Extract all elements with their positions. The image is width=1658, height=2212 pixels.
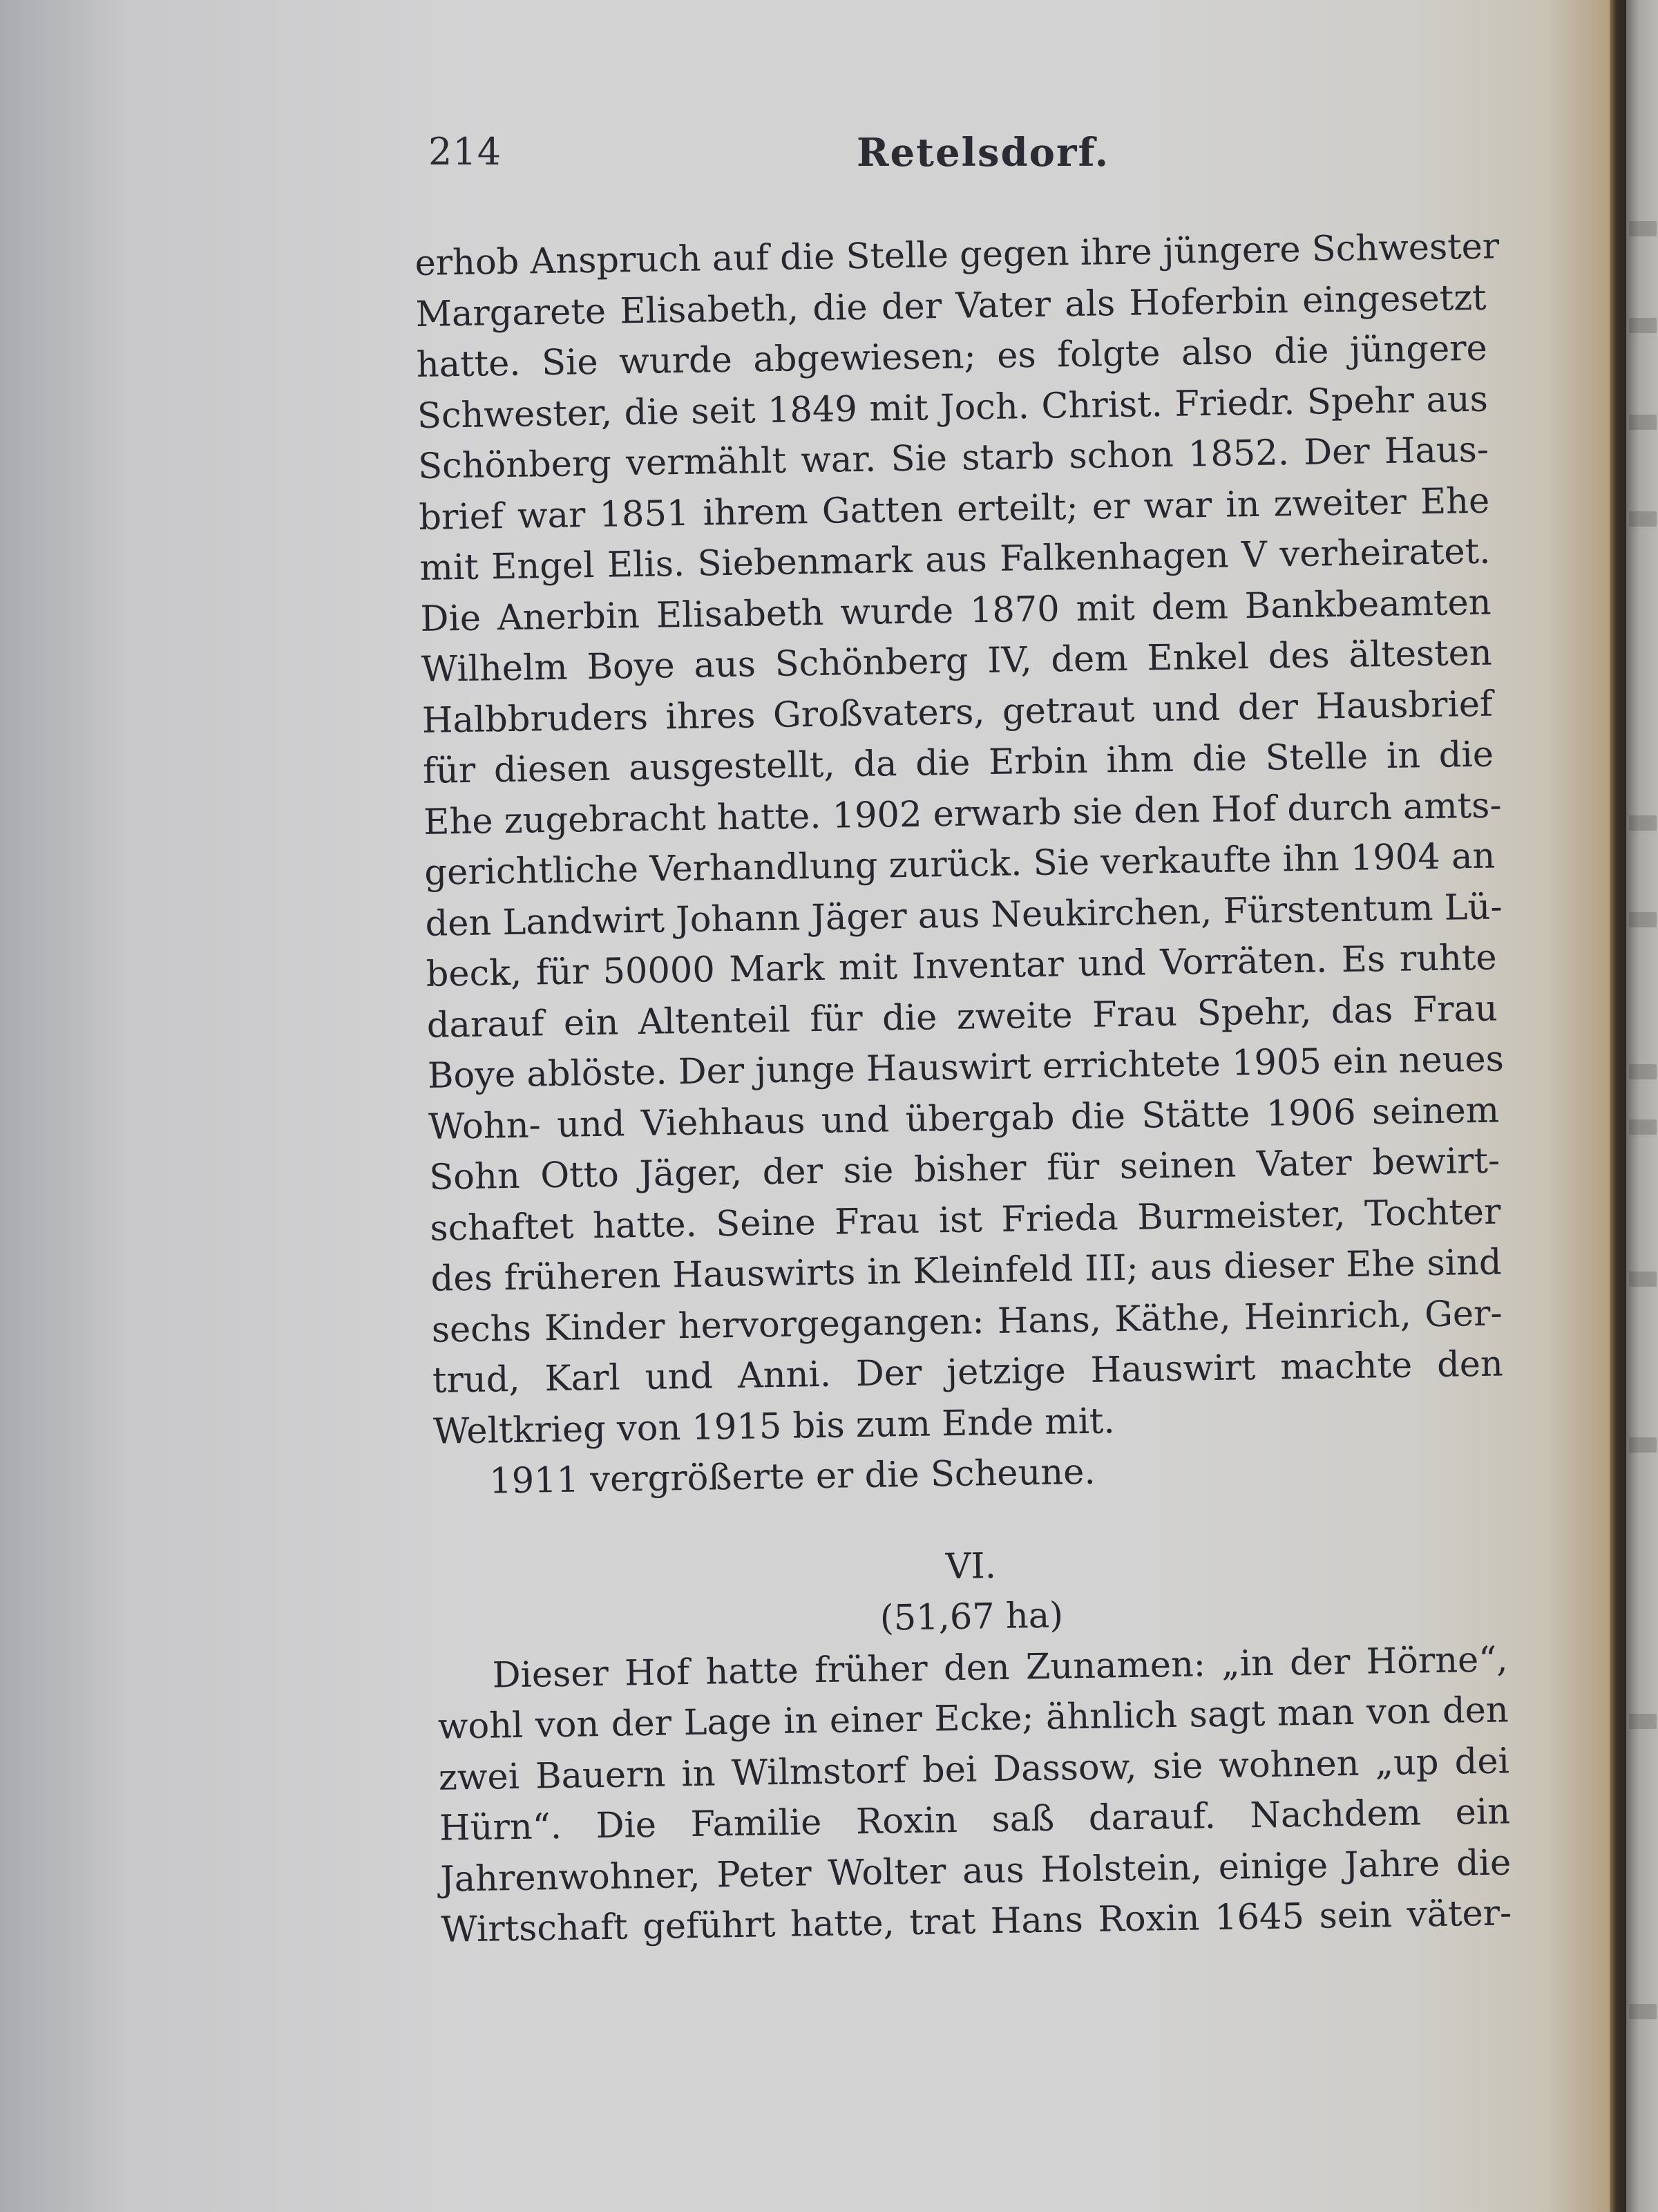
text-line: sechs Kinder hervorgegangen: Hans, Käthe, Heinrich, Ger- <box>431 1292 1503 1351</box>
text-line: Sohn Otto Jäger, der sie bisher für seinen Vater bewirt- <box>428 1140 1500 1198</box>
text-line: Wirtschaft geführt hatte, trat Hans Roxin 1645 sein väter- <box>440 1893 1512 1951</box>
text-line: Die Anerbin Elisabeth wurde 1870 mit dem Bankbeamten <box>420 582 1492 640</box>
text-line: Wilhelm Boye aus Schönberg IV, dem Enkel des ältesten <box>421 632 1493 690</box>
text-line: des früheren Hauswirts in Kleinfeld III; aus dieser Ehe sind <box>430 1242 1502 1300</box>
text-line: trud, Karl und Anni. Der jetzige Hauswirt machte den <box>432 1343 1504 1401</box>
section-area: (51,67 ha) <box>879 1595 1064 1639</box>
paragraph-3 <box>437 1634 1512 1956</box>
text-line: Ehe zugebracht hatte. 1902 erwarb sie den Hof durch amts- <box>423 784 1503 843</box>
adjacent-page-glyph <box>1629 1714 1657 1729</box>
text-line: Schwester, die seit 1849 mit Joch. Christ. Friedr. Spehr aus <box>417 379 1489 437</box>
text-line: wohl von der Lage in einer Ecke; ähnlich sagt man von den <box>437 1690 1509 1748</box>
page-number: 214 <box>428 130 502 173</box>
text-line: Hürn“. Die Familie Roxin saß darauf. Nachdem ein <box>439 1791 1511 1849</box>
text-line: darauf ein Altenteil für die zweite Frau Spehr, das Frau <box>426 988 1498 1046</box>
section-heading: VI. <box>945 1545 997 1587</box>
text-line: Boye ablöste. Der junge Hauswirt errichtete 1905 ein neues <box>427 1039 1505 1097</box>
text-line: erhob Anspruch auf die Stelle gegen ihre jüngere Schwester <box>414 226 1500 284</box>
text-line: 1911 vergrößerte er die Scheune. <box>488 1451 1096 1502</box>
adjacent-page-glyph <box>1629 1064 1657 1079</box>
running-head: Retelsdorf. <box>857 130 1110 176</box>
text-line: Halbbruders ihres Großvaters, getraut und der Hausbrief <box>421 683 1494 741</box>
text-line: mit Engel Elis. Siebenmark aus Falkenhagen V verheiratet. <box>419 531 1491 589</box>
text-line: den Landwirt Johann Jäger aus Neukirchen, Fürstentum Lü- <box>425 886 1503 945</box>
adjacent-page-glyph <box>1629 2004 1657 2019</box>
text-line: zwei Bauern in Wilmstorf bei Dassow, sie wohnen „up dei <box>438 1740 1510 1799</box>
adjacent-page-glyph <box>1629 511 1657 527</box>
adjacent-page-glyph <box>1629 815 1657 831</box>
text-line: Dieser Hof hatte früher den Zunamen: „in der Hörne“, <box>492 1638 1508 1696</box>
text-line: Schönberg vermählt war. Sie starb schon 1852. Der Haus- <box>417 429 1489 487</box>
adjacent-page-glyph <box>1629 1437 1657 1453</box>
text-line: hatte. Sie wurde abgewiesen; es folgte also die jüngere <box>416 328 1488 386</box>
adjacent-page-glyph <box>1629 1272 1657 1287</box>
adjacent-page-edge <box>1626 0 1658 2212</box>
body-text <box>414 222 1512 1956</box>
text-line: beck, für 50000 Mark mit Inventar und Vorräten. Es ruhte <box>426 937 1498 995</box>
page-header <box>428 130 1110 178</box>
text-line: Weltkrieg von 1915 bis zum Ende mit. <box>432 1400 1116 1453</box>
adjacent-page-glyph <box>1629 1119 1657 1135</box>
adjacent-page-glyph <box>1629 912 1657 927</box>
paragraph-1 <box>414 222 1505 1457</box>
text-line: für diesen ausgestellt, da die Erbin ihm die Stelle in die <box>422 734 1494 792</box>
adjacent-page-glyph <box>1629 318 1657 333</box>
text-line: schaftet hatte. Seine Frau ist Frieda Burmeister, Tochter <box>430 1191 1501 1249</box>
text-line: Jahrenwohner, Peter Wolter aus Holstein, einige Jahre die <box>439 1842 1512 1900</box>
adjacent-page-glyph <box>1629 415 1657 430</box>
book-spine-shadow <box>1610 0 1626 2212</box>
adjacent-page-glyph <box>1629 221 1657 236</box>
text-line: Margarete Elisabeth, die der Vater als Hoferbin eingesetzt <box>415 277 1487 335</box>
text-line: gerichtliche Verhandlung zurück. Sie verkaufte ihn 1904 an <box>423 835 1496 894</box>
text-line: brief war 1851 ihrem Gatten erteilt; er war in zweiter Ehe <box>418 480 1490 538</box>
text-line: Wohn- und Viehhaus und übergab die Stätte 1906 seinem <box>428 1089 1500 1148</box>
